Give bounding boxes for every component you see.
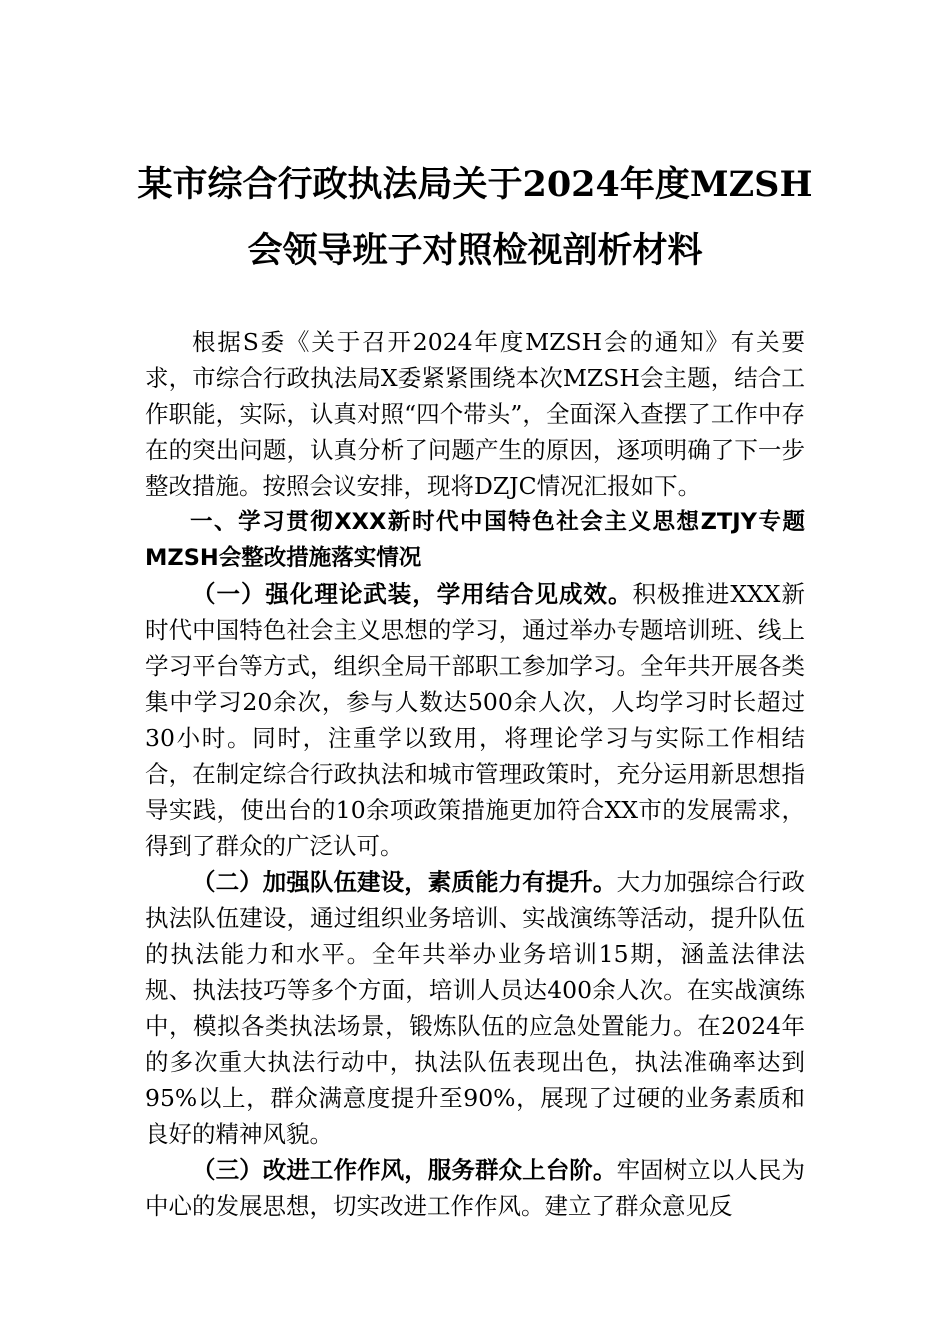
- item-1-lead: （一）强化理论武装，学用结合见成效。: [192, 580, 633, 608]
- document-title-line-2: 会领导班子对照检视剖析材料: [247, 230, 703, 271]
- section-heading-1: 一、学习贯彻XXX新时代中国特色社会主义思想ZTJY专题MZSH会整改措施落实情况: [145, 509, 805, 571]
- document-title-line-1: 某市综合行政执法局关于2024年度MZSH: [137, 164, 813, 205]
- paragraph-item-3: [145, 1152, 805, 1224]
- item-2-body: 大力加强综合行政执法队伍建设，通过组织业务培训、实战演练等活动，提升队伍的执法能力和水平。全年共举办业务培训15期，涵盖法律法规、执法技巧等多个方面，培训人员达400余人次。在实战演练中，模拟各类执法场景，锻炼队伍的应急处置能力。在2024年的多次重大执法行动中，执法队伍表现出色，执法准确率达到95%以上，群众满意度提升至90%，展现了过硬的业务素质和良好的精神风貌。: [145, 868, 806, 1148]
- item-1-body: 积极推进XXX新时代中国特色社会主义思想的学习，通过举办专题培训班、线上学习平台等方式，组织全局干部职工参加学习。全年共开展各类集中学习20余次，参与人数达500余人次，人均学习时长超过30小时。同时，注重学以致用，将理论学习与实际工作相结合，在制定综合行政执法和城市管理政策时，充分运用新思想指导实践，使出台的10余项政策措施更加符合XX市的发展需求，得到了群众的广泛认可。: [145, 580, 805, 860]
- item-3-body: 牢固树立以人民为中心的发展思想，切实改进工作作风。建立了群众意见反: [145, 1156, 806, 1220]
- document-body: [145, 324, 805, 1224]
- item-2-lead: （二）加强队伍建设，素质能力有提升。: [192, 868, 617, 896]
- paragraph-item-1: [145, 576, 805, 864]
- intro-paragraph: 根据S委《关于召开2024年度MZSH会的通知》有关要求，市综合行政执法局X委紧紧围绕本次MZSH会主题，结合工作职能，实际，认真对照“四个带头”，全面深入查摆了工作中存在的突出问题，认真分析了问题产生的原因，逐项明确了下一步整改措施。按照会议安排，现将DZJC情况汇报如下。: [145, 328, 805, 500]
- paragraph-item-2: [145, 864, 805, 1152]
- item-3-lead: （三）改进工作作风，服务群众上台阶。: [192, 1156, 617, 1184]
